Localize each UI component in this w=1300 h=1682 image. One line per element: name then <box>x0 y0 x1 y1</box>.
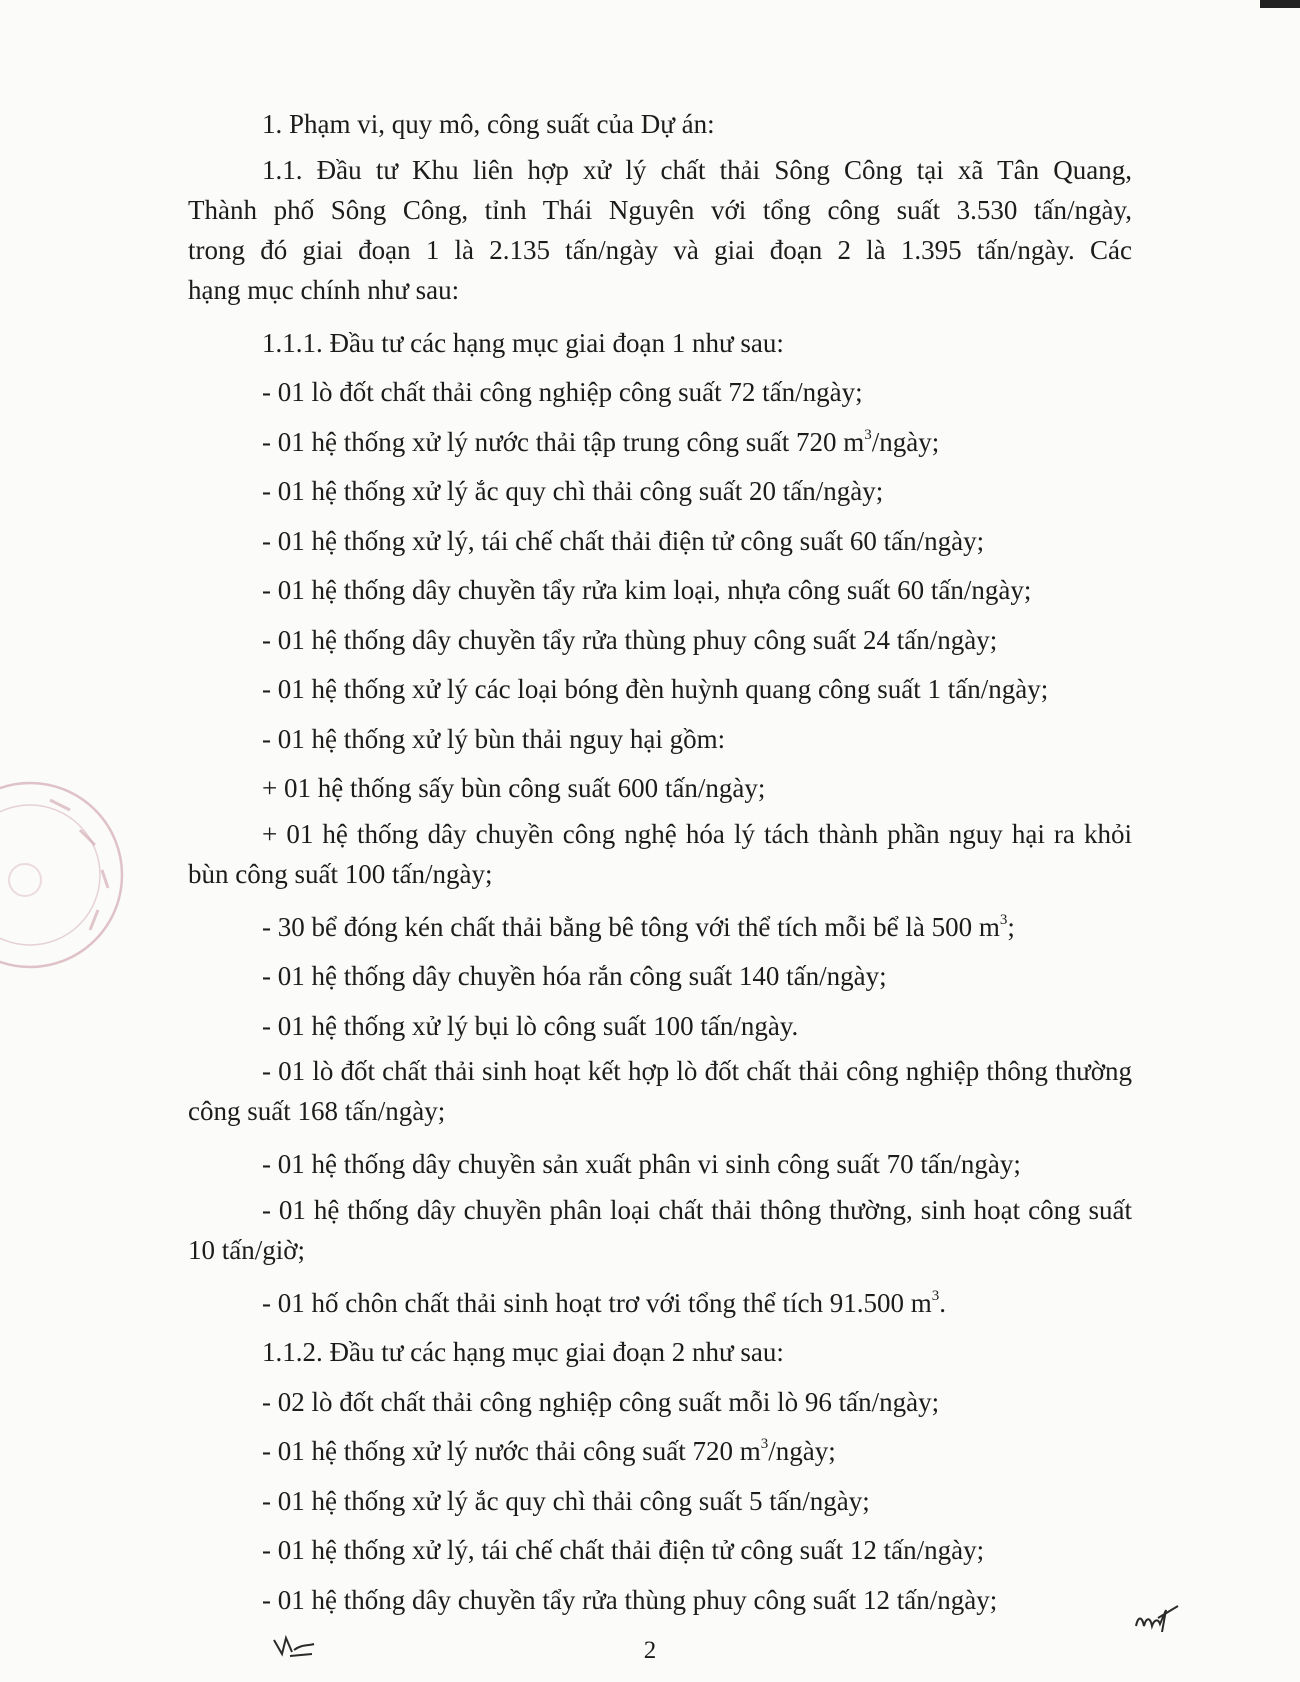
phase1-item: - 01 hệ thống dây chuyền hóa rắn công suất 140 tấn/ngày; <box>262 961 887 991</box>
phase2-item: - 01 hệ thống xử lý nước thải công suất 720 $m^3$/ngày; <box>262 1436 836 1466</box>
phase1-item: - 30 bể đóng kén chất thải bằng bê tông với thể tích mỗi bể là 500 $m^3$; <box>262 911 1015 942</box>
phase1-subitem: + 01 hệ thống sấy bùn công suất 600 tấn/ngày; <box>262 773 766 803</box>
phase2-title: 1.1.2. Đầu tư các hạng mục giai đoạn 2 như sau: <box>262 1337 784 1367</box>
phase1-item: - 01 lò đốt chất thải sinh hoạt kết hợp lò đốt chất thải công nghiệp thông thường công suất 168 tấn/ngày; <box>188 1056 1132 1126</box>
document-body <box>188 100 1132 1625</box>
intro-line: 1.1. Đầu tư Khu liên hợp xử lý chất thải Sông Công tại xã Tân Quang, <box>262 154 1132 185</box>
phase1-item: - 01 hệ thống xử lý các loại bóng đèn huỳnh quang công suất 1 tấn/ngày; <box>262 674 1049 704</box>
phase1-item: - 01 hệ thống dây chuyền tẩy rửa kim loại, nhựa công suất 60 tấn/ngày; <box>262 575 1032 605</box>
scan-corner-mark <box>1260 0 1300 8</box>
phase2-item: - 01 hệ thống xử lý ắc quy chì thải công suất 5 tấn/ngày; <box>262 1485 870 1516</box>
phase1-item: - 01 hệ thống xử lý ắc quy chì thải công suất 20 tấn/ngày; <box>262 476 884 506</box>
intro-line: Thành phố Sông Công, tỉnh Thái Nguyên với tổng công suất 3.530 tấn/ngày, <box>188 194 1132 225</box>
phase1-item: - 01 hệ thống xử lý nước thải tập trung công suất 720 $m^3$/ngày; <box>262 426 940 457</box>
phase2-item: - 01 hệ thống dây chuyền tẩy rửa thùng phuy công suất 12 tấn/ngày; <box>262 1584 998 1615</box>
intro-paragraph <box>188 150 1132 310</box>
phase1-item: - 01 hệ thống xử lý bùn thải nguy hại gồm: <box>262 723 726 754</box>
phase2-item: - 02 lò đốt chất thải công nghiệp công suất mỗi lò 96 tấn/ngày; <box>262 1386 940 1417</box>
page-number: 2 <box>643 1637 657 1664</box>
phase2-item: - 01 hệ thống xử lý, tái chế chất thải điện tử công suất 12 tấn/ngày; <box>262 1535 985 1565</box>
phase1-item: - 01 lò đốt chất thải công nghiệp công suất 72 tấn/ngày; <box>262 377 863 407</box>
phase1-item: - 01 hệ thống dây chuyền phân loại chất thải thông thường, sinh hoạt công suất 10 tấn/giờ; <box>188 1194 1132 1265</box>
phase1-item: - 01 hệ thống xử lý bụi lò công suất 100 tấn/ngày. <box>262 1010 799 1041</box>
phase1-subitem: + 01 hệ thống dây chuyền công nghệ hóa lý tách thành phần nguy hại ra khỏi bùn công suất 100 tấn/ngày; <box>188 818 1132 889</box>
section-heading: 1. Phạm vi, quy mô, công suất của Dự án: <box>262 109 715 139</box>
phase1-item: - 01 hệ thống xử lý, tái chế chất thải điện tử công suất 60 tấn/ngày; <box>262 525 985 556</box>
red-seal-stamp <box>0 760 130 990</box>
phase1-item: - 01 hố chôn chất thải sinh hoạt trơ với tổng thể tích 91.500 $m^3$. <box>262 1287 946 1318</box>
handwritten-initial-right <box>1132 1602 1182 1636</box>
phase1-title: 1.1.1. Đầu tư các hạng mục giai đoạn 1 như sau: <box>262 327 784 358</box>
phase1-item: - 01 hệ thống dây chuyền tẩy rửa thùng phuy công suất 24 tấn/ngày; <box>262 624 998 655</box>
phase1-item: - 01 hệ thống dây chuyền sản xuất phân vi sinh công suất 70 tấn/ngày; <box>262 1149 1021 1179</box>
intro-line: trong đó giai đoạn 1 là 2.135 tấn/ngày và giai đoạn 2 là 1.395 tấn/ngày. Các <box>188 234 1132 265</box>
intro-line: hạng mục chính như sau: <box>188 274 460 305</box>
